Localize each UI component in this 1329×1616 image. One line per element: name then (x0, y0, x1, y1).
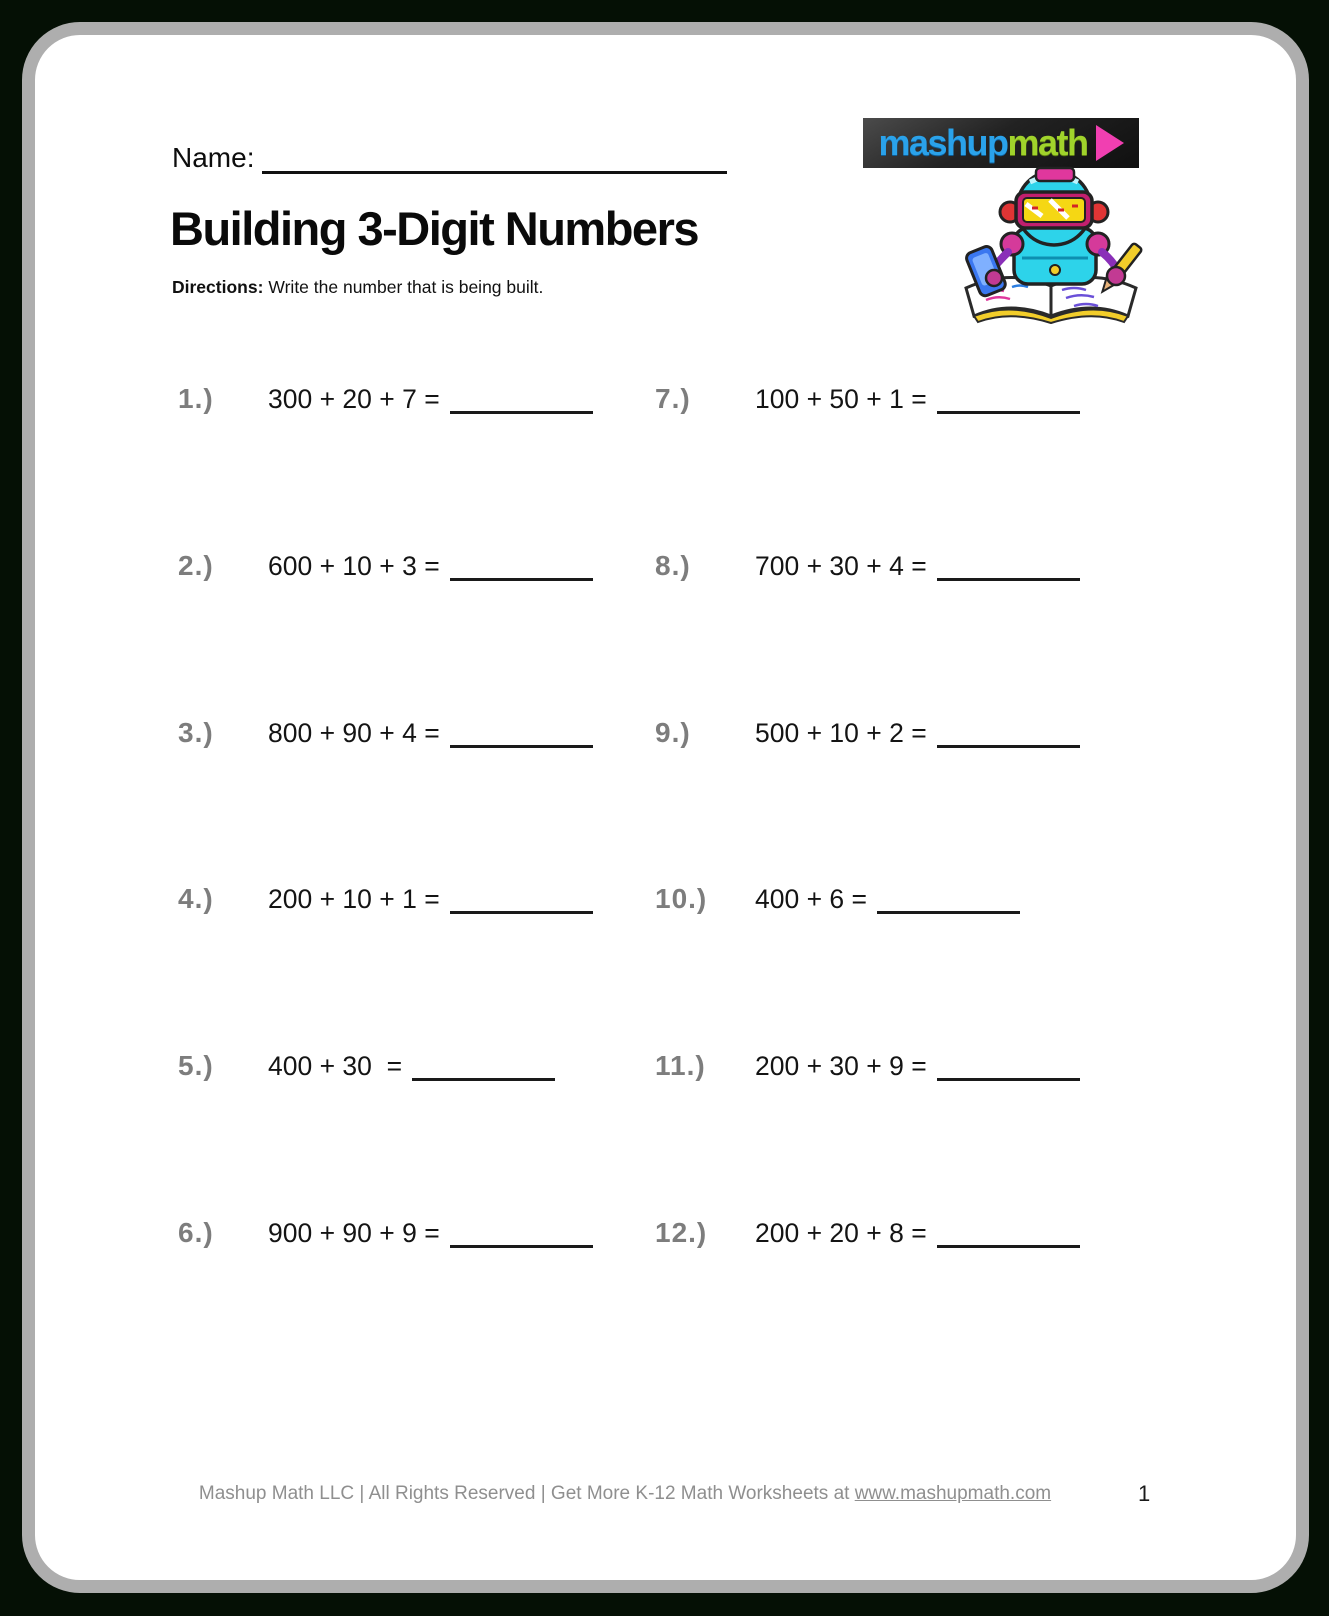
problem-expression: 400 + 6 = (755, 884, 867, 914)
footer (190, 1483, 1060, 1505)
answer-blank (937, 1077, 1080, 1081)
problem-number: 10.) (655, 883, 708, 914)
problem-8 (655, 550, 1160, 582)
problem-4 (178, 883, 648, 915)
problem-3 (178, 717, 648, 749)
problem-number: 9.) (655, 717, 691, 748)
problem-row (172, 383, 1162, 443)
directions-text: Write the number that is being built. (268, 277, 544, 297)
problem-row (172, 1050, 1162, 1110)
answer-blank (450, 1244, 593, 1248)
answer-blank (450, 577, 593, 581)
footer-link[interactable]: www.mashupmath.com (854, 1483, 1052, 1504)
name-label: Name: (172, 142, 255, 173)
answer-blank (937, 577, 1080, 581)
logo-word-math: math (1007, 122, 1088, 163)
answer-blank (937, 744, 1080, 748)
problem-9 (655, 717, 1160, 749)
problem-row (172, 550, 1162, 610)
problem-5 (178, 1050, 648, 1082)
problem-number: 11.) (655, 1050, 706, 1081)
problem-expression: 800 + 90 + 4 = (268, 718, 440, 748)
problem-expression: 400 + 30 = (268, 1051, 403, 1081)
problem-number: 2.) (178, 550, 214, 581)
problem-number: 3.) (178, 717, 214, 748)
problem-number: 12.) (655, 1217, 708, 1248)
logo-wordmark (878, 122, 1088, 163)
answer-blank (937, 410, 1080, 414)
answer-blank (450, 910, 593, 914)
answer-blank (877, 910, 1020, 914)
problem-row (172, 717, 1162, 777)
answer-blank (937, 1244, 1080, 1248)
problem-12 (655, 1217, 1160, 1249)
problem-row (172, 883, 1162, 943)
problem-expression: 900 + 90 + 9 = (268, 1218, 440, 1248)
problem-number: 8.) (655, 550, 691, 581)
robot-mascot-illustration (938, 166, 1173, 324)
problems-grid (172, 383, 1162, 1433)
problem-expression: 200 + 30 + 9 = (755, 1051, 927, 1081)
problem-number: 6.) (178, 1217, 214, 1248)
problem-6 (178, 1217, 648, 1249)
problem-10 (655, 883, 1160, 915)
directions (172, 277, 543, 298)
page-number: 1 (1138, 1481, 1151, 1506)
problem-expression: 700 + 30 + 4 = (755, 551, 927, 581)
problem-number: 1.) (178, 383, 214, 414)
answer-blank (450, 410, 593, 414)
mashupmath-logo (863, 118, 1139, 168)
problem-number: 7.) (655, 383, 691, 414)
problem-2 (178, 550, 648, 582)
problem-number: 5.) (178, 1050, 214, 1081)
play-triangle-icon (1096, 125, 1124, 161)
logo-word-mashup: mashup (878, 122, 1008, 163)
problem-11 (655, 1050, 1160, 1082)
problem-expression: 100 + 50 + 1 = (755, 384, 927, 414)
problem-expression: 300 + 20 + 7 = (268, 384, 440, 414)
worksheet-title: Building 3-Digit Numbers (170, 202, 698, 255)
answer-blank (450, 744, 593, 748)
problem-number: 4.) (178, 883, 214, 914)
problem-expression: 200 + 10 + 1 = (268, 884, 440, 914)
problem-expression: 200 + 20 + 8 = (755, 1218, 927, 1248)
name-blank-line (262, 146, 727, 174)
problem-row (172, 1217, 1162, 1277)
footer-text: Mashup Math LLC | All Rights Reserved | Get More K-12 Math Worksheets at (198, 1483, 855, 1504)
problem-1 (178, 383, 648, 415)
problem-expression: 600 + 10 + 3 = (268, 551, 440, 581)
problem-expression: 500 + 10 + 2 = (755, 718, 927, 748)
name-row (172, 142, 727, 174)
answer-blank (412, 1077, 555, 1081)
directions-label: Directions: (172, 277, 264, 297)
problem-7 (655, 383, 1160, 415)
